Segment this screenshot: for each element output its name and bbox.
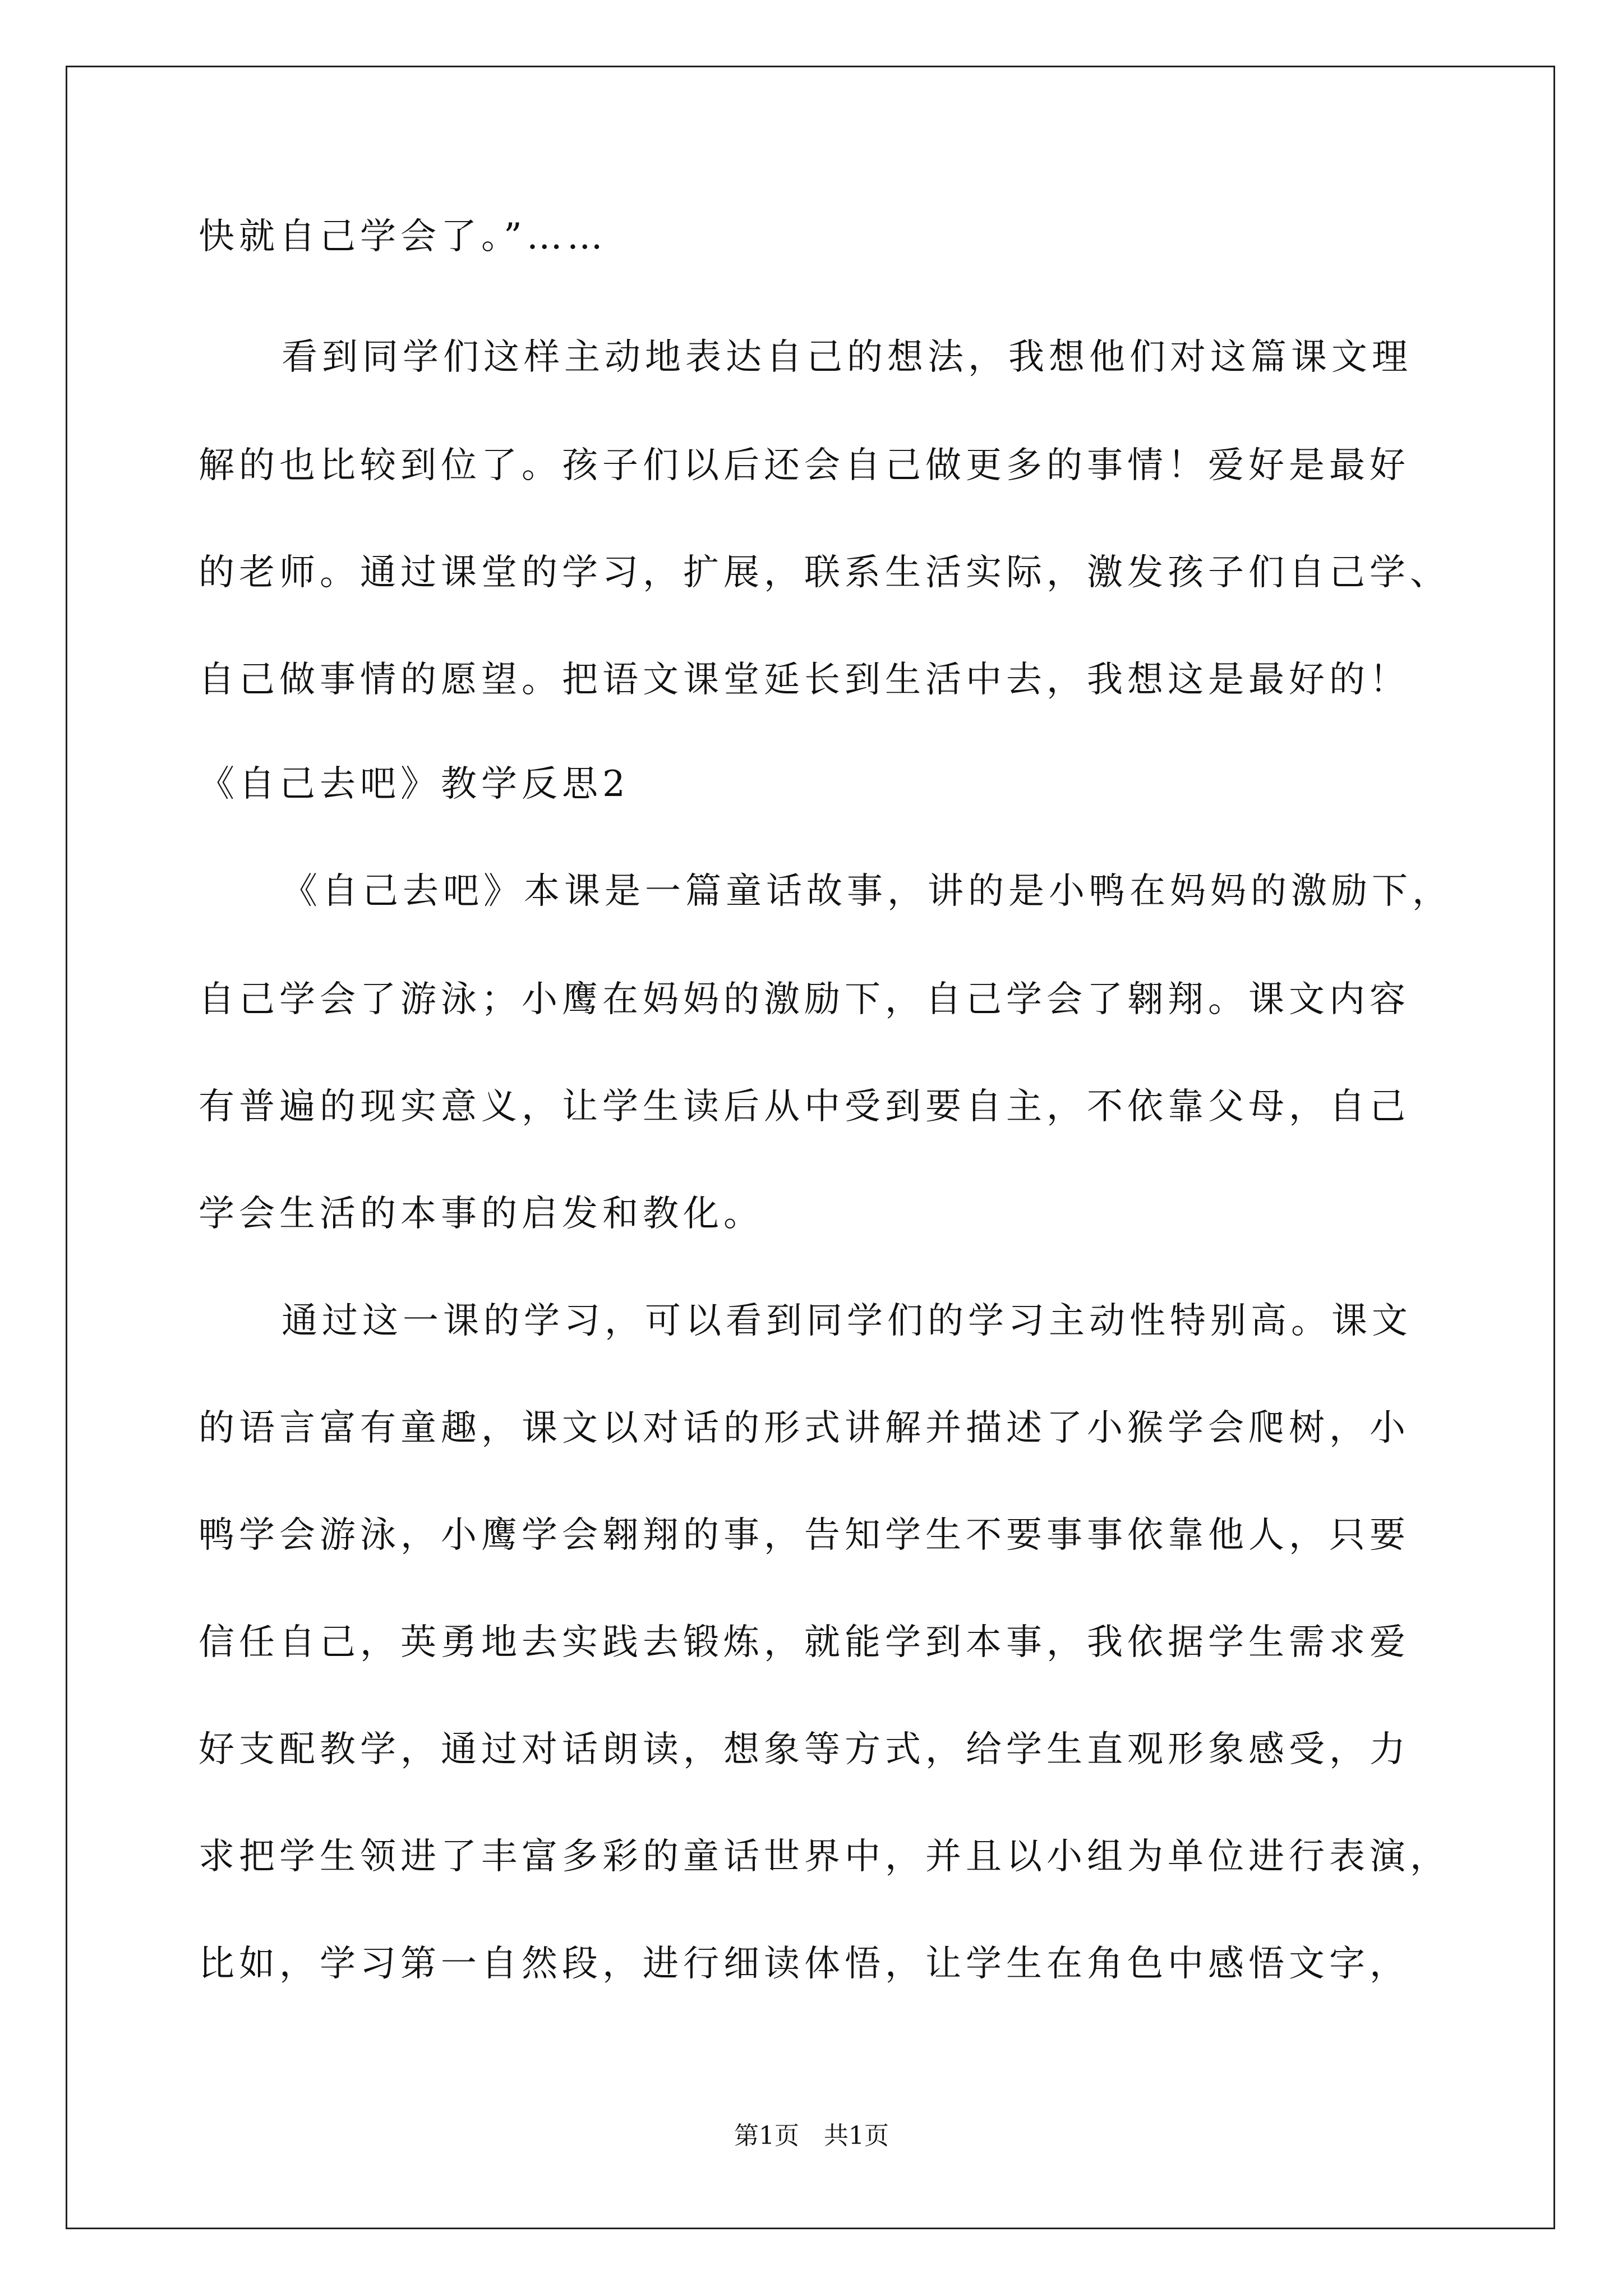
text-line: 信任自己，英勇地去实践去锻炼，就能学到本事，我依据学生需求爱 — [199, 1622, 1410, 1663]
page-footer — [0, 2120, 1623, 2152]
page-number: 第1页 — [734, 2122, 799, 2150]
text-line: 好支配教学，通过对话朗读，想象等方式，给学生直观形象感受，力 — [199, 1729, 1410, 1770]
text-line: 求把学生领进了丰富多彩的童话世界中，并且以小组为单位进行表演， — [199, 1836, 1450, 1878]
text-line: 自己做事情的愿望。把语文课堂延长到生活中去，我想这是最好的！ — [199, 659, 1410, 701]
text-line: 自己学会了游泳；小鹰在妈妈的激励下，自己学会了翱翔。课文内容 — [199, 979, 1410, 1020]
paragraph-first-line: 看到同学们这样主动地表达自己的想法，我想他们对这篇课文理 — [282, 337, 1412, 378]
text-line: 学会生活的本事的启发和教化。 — [199, 1193, 764, 1235]
text-line: 比如，学习第一自然段，进行细读体悟，让学生在角色中感悟文字， — [199, 1943, 1410, 1985]
text-line: 快就自己学会了。”…… — [199, 216, 607, 257]
paragraph-first-line: 通过这一课的学习，可以看到同学们的学习主动性特别高。课文 — [282, 1300, 1412, 1342]
section-heading: 《自己去吧》教学反思2 — [199, 763, 630, 805]
page-total: 共1页 — [824, 2122, 889, 2150]
text-line: 的老师。通过课堂的学习，扩展，联系生活实际，激发孩子们自己学、 — [199, 552, 1450, 593]
text-line: 鸭学会游泳，小鹰学会翱翔的事，告知学生不要事事依靠他人，只要 — [199, 1515, 1410, 1556]
page-frame — [66, 66, 1555, 2229]
paragraph-first-line: 《自己去吧》本课是一篇童话故事，讲的是小鸭在妈妈的激励下， — [282, 871, 1453, 912]
text-line: 的语言富有童趣，课文以对话的形式讲解并描述了小猴学会爬树，小 — [199, 1407, 1410, 1449]
text-line: 有普遍的现实意义，让学生读后从中受到要自主，不依靠父母，自己 — [199, 1086, 1410, 1128]
text-line: 解的也比较到位了。孩子们以后还会自己做更多的事情！爱好是最好 — [199, 445, 1410, 486]
